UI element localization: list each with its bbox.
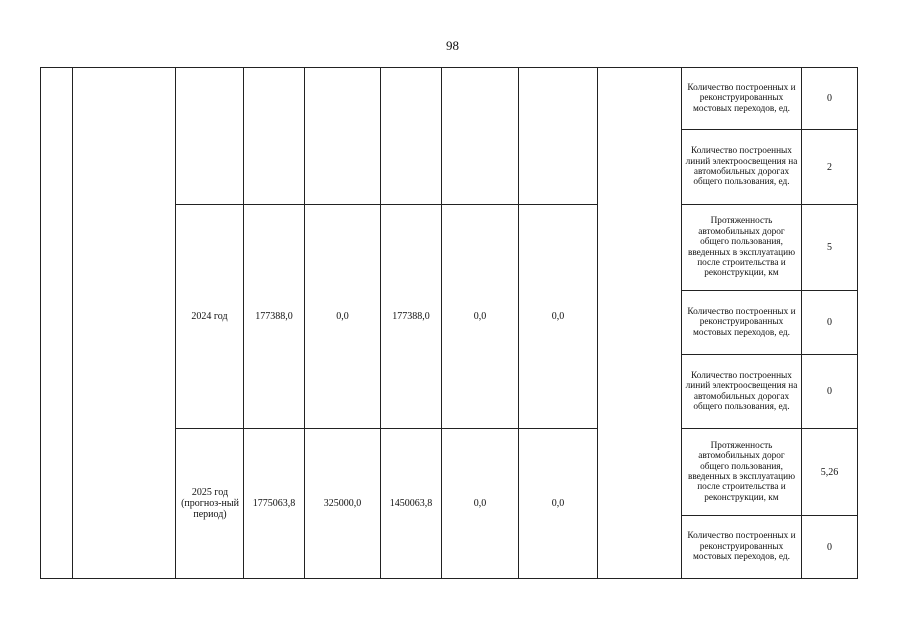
amount-cell: 0,0	[473, 498, 487, 509]
indicator-value: 2	[827, 161, 832, 173]
indicator-value: 0	[827, 541, 832, 553]
amount-cell: 177388,0	[392, 311, 430, 322]
indicator-name: Количество построенных линий электроосвещения на автомобильных дорогах общего пользования, ед.	[685, 370, 798, 412]
table-border-bottom	[40, 578, 858, 579]
period-cell: 2024 год	[191, 311, 228, 322]
amount-cell: 1450063,8	[389, 498, 433, 509]
total-cell: 1775063,8	[252, 498, 296, 509]
indicator-value: 5	[827, 242, 832, 253]
col-line	[857, 67, 858, 579]
amount-cell: 325000,0	[323, 498, 362, 509]
indicator-name: Протяженность автомобильных дорог общего пользования, введенных в эксплуатацию после строительства и реконструкции, км	[687, 440, 796, 503]
indicator-name: Количество построенных линий электроосвещения на автомобильных дорогах общего пользования, ед.	[685, 146, 798, 188]
col-line	[40, 67, 41, 579]
indicator-name: Количество построенных и реконструированных мостовых переходов, ед.	[687, 531, 796, 563]
amount-cell: 0,0	[551, 498, 565, 509]
col-line	[72, 67, 73, 579]
period-cell: 2025 год (прогноз-ный период)	[181, 487, 239, 520]
indicator-value: 0	[827, 317, 832, 328]
indicator-name: Количество построенных и реконструированных мостовых переходов, ед.	[687, 82, 796, 114]
indicator-name: Количество построенных и реконструированных мостовых переходов, ед.	[687, 306, 796, 338]
indicator-name: Протяженность автомобильных дорог общего пользования, введенных в эксплуатацию после строительства и реконструкции, км	[687, 216, 796, 279]
col-line	[681, 67, 682, 579]
total-cell: 177388,0	[255, 311, 293, 322]
amount-cell: 0,0	[473, 311, 487, 322]
page-number: 98	[446, 38, 459, 53]
indicator-value: 0	[827, 386, 832, 397]
indicator-value: 5,26	[820, 466, 839, 478]
amount-cell: 0,0	[336, 311, 349, 322]
col-line	[597, 67, 598, 579]
indicator-value: 0	[827, 93, 832, 104]
amount-cell: 0,0	[551, 311, 565, 322]
